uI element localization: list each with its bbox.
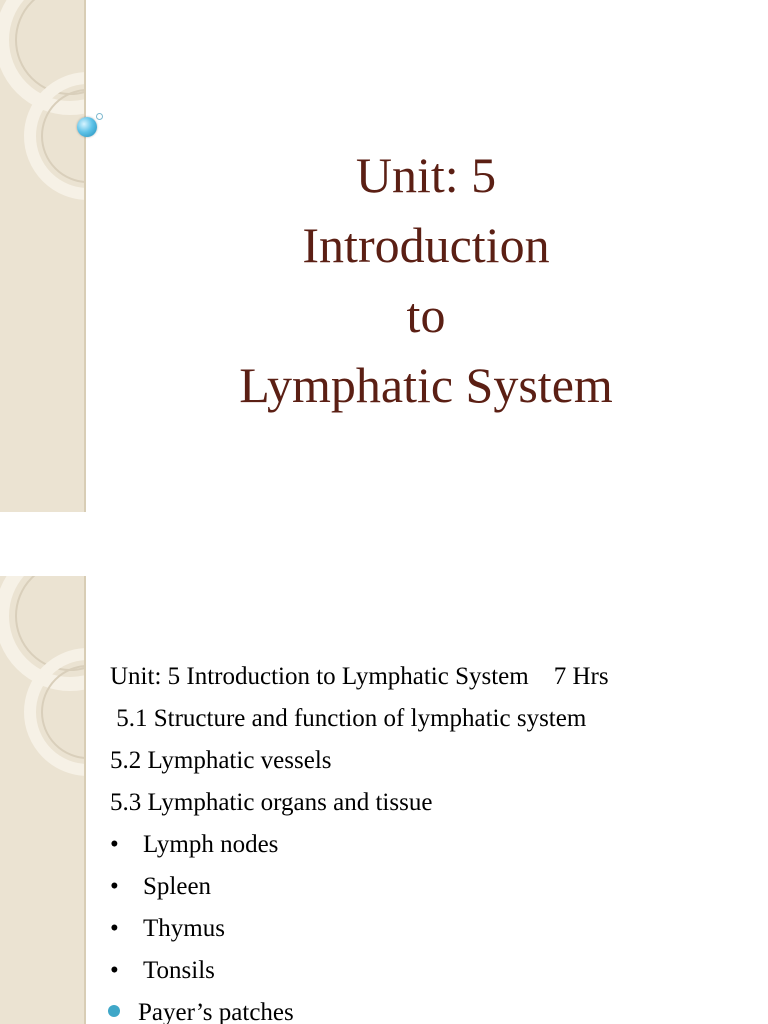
slide-title (84, 140, 768, 420)
content-line: 5.2 Lymphatic vessels (110, 747, 332, 774)
decorative-sidebar (0, 576, 86, 1024)
bullet-icon: • (110, 915, 119, 942)
page-gap (0, 512, 768, 576)
title-line: Lymphatic System (239, 357, 613, 413)
bullet-icon: • (110, 873, 119, 900)
list-item-label: Spleen (143, 873, 212, 900)
blue-orb-icon (77, 117, 97, 137)
bullet-icon: • (110, 831, 119, 858)
decorative-sidebar (0, 0, 86, 512)
list-item-label: Payer’s patches (138, 999, 294, 1024)
list-item (110, 950, 750, 992)
title-line: Unit: 5 (355, 147, 497, 203)
dot-bullet-icon (108, 1005, 120, 1017)
content-header: Unit: 5 Introduction to Lymphatic System 7 Hrs (110, 663, 609, 690)
list-item (110, 908, 750, 950)
list-item-label: Tonsils (143, 957, 215, 984)
sidebar-arcs (0, 0, 84, 512)
title-line: to (406, 287, 446, 343)
slide-content (110, 656, 750, 1024)
content-slide (0, 576, 768, 1024)
sidebar-arcs (0, 576, 84, 1024)
list-item (110, 824, 750, 866)
small-ring-icon (96, 113, 103, 120)
list-item-label: Lymph nodes (143, 831, 279, 858)
content-line: 5.1 Structure and function of lymphatic system (110, 705, 587, 732)
list-item (110, 866, 750, 908)
title-line: Introduction (302, 217, 550, 273)
bullet-icon: • (110, 957, 119, 984)
content-line: 5.3 Lymphatic organs and tissue (110, 789, 433, 816)
list-item (108, 992, 750, 1024)
list-item-label: Thymus (143, 915, 225, 942)
